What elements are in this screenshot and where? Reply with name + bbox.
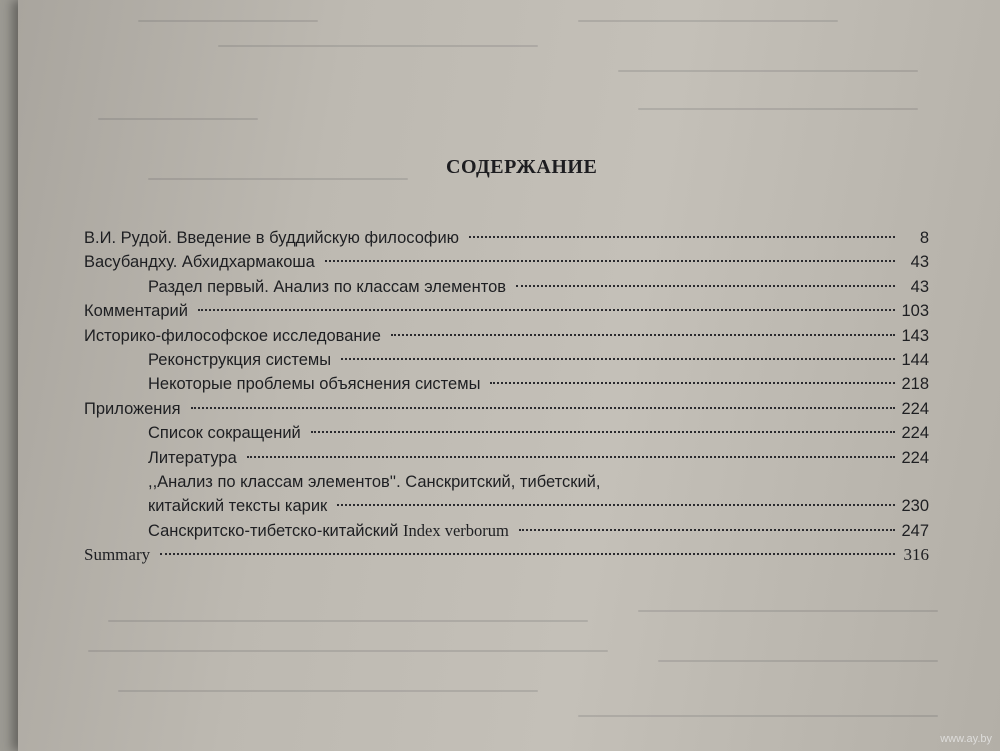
dot-leader bbox=[191, 407, 895, 409]
dot-leader bbox=[325, 260, 895, 262]
toc-entry-title-cyrillic: Санскритско-тибетско-китайский bbox=[148, 521, 404, 540]
toc-entry bbox=[84, 397, 929, 421]
dot-leader bbox=[490, 382, 895, 384]
bleed-through-text bbox=[148, 178, 408, 180]
table-of-contents bbox=[84, 226, 929, 567]
bleed-through-text bbox=[618, 70, 918, 72]
toc-entry-title: Историко-философское исследование bbox=[84, 326, 381, 345]
toc-entry bbox=[84, 543, 929, 567]
toc-entry-title: Summary bbox=[84, 545, 151, 565]
toc-entry-title: китайский тексты карик bbox=[148, 497, 328, 516]
watermark: www.ay.by bbox=[940, 733, 992, 745]
toc-page-number: 224 bbox=[901, 399, 929, 418]
toc-entry-title: Комментарий bbox=[84, 302, 188, 321]
dot-leader bbox=[469, 236, 895, 238]
toc-page-number: 316 bbox=[903, 545, 929, 565]
dot-leader bbox=[519, 529, 895, 531]
bleed-through-text bbox=[218, 45, 538, 47]
dot-leader bbox=[247, 456, 895, 458]
toc-entry bbox=[84, 470, 929, 494]
bleed-through-text bbox=[578, 20, 838, 22]
toc-entry bbox=[84, 494, 929, 518]
dot-leader bbox=[160, 553, 895, 555]
toc-page-number: 224 bbox=[901, 448, 929, 467]
toc-entry-title: Реконструкция системы bbox=[148, 350, 332, 369]
bleed-through-text bbox=[638, 108, 918, 110]
toc-page-number: 218 bbox=[901, 375, 929, 394]
toc-entry-title: В.И. Рудой. Введение в буддийскую философию bbox=[84, 229, 460, 247]
toc-entry bbox=[84, 324, 929, 348]
toc-page-number: 143 bbox=[901, 326, 929, 345]
toc-page-number: 43 bbox=[910, 277, 929, 296]
toc-entry bbox=[84, 519, 929, 543]
toc-entry bbox=[84, 275, 929, 299]
bleed-through-text bbox=[108, 620, 588, 622]
toc-entry bbox=[84, 226, 929, 250]
toc-entry bbox=[84, 299, 929, 323]
bleed-through-text bbox=[88, 650, 608, 652]
toc-entry-title-latin: Index verborum bbox=[403, 520, 509, 540]
toc-page-number: 247 bbox=[901, 521, 929, 540]
toc-entry-title: Некоторые проблемы объяснения системы bbox=[148, 375, 481, 394]
toc-entry bbox=[84, 446, 929, 470]
bleed-through-text bbox=[138, 20, 318, 22]
bleed-through-text bbox=[658, 660, 938, 662]
dot-leader bbox=[391, 334, 895, 336]
toc-entry-title: Приложения bbox=[84, 399, 181, 418]
toc-entry-title: Васубандху. Абхидхармакоша bbox=[84, 253, 315, 272]
bleed-through-text bbox=[638, 610, 938, 612]
toc-page-number: 103 bbox=[901, 302, 929, 321]
dot-leader bbox=[516, 285, 895, 287]
bleed-through-text bbox=[118, 690, 538, 692]
toc-entry-title: Список сокращений bbox=[148, 424, 301, 443]
toc-page-number: 224 bbox=[901, 424, 929, 443]
dot-leader bbox=[198, 309, 895, 311]
dot-leader bbox=[337, 504, 895, 506]
toc-entry-title: Литература bbox=[148, 448, 237, 467]
toc-entry bbox=[84, 421, 929, 445]
dot-leader bbox=[341, 358, 895, 360]
toc-page-number: 8 bbox=[919, 229, 929, 247]
toc-entry-title bbox=[148, 519, 509, 543]
toc-entry bbox=[84, 372, 929, 396]
toc-page-number: 144 bbox=[901, 350, 929, 369]
toc-entry-title: Раздел первый. Анализ по классам элементов bbox=[148, 277, 507, 296]
bleed-through-text bbox=[98, 118, 258, 120]
toc-entry-title: ,,Анализ по классам элементов''. Санскритский, тибетский, bbox=[148, 472, 601, 491]
toc-entry bbox=[84, 250, 929, 274]
dot-leader bbox=[311, 431, 895, 433]
toc-entry bbox=[84, 348, 929, 372]
bleed-through-text bbox=[578, 715, 938, 717]
toc-page-number: 43 bbox=[910, 253, 929, 272]
toc-heading: СОДЕРЖАНИЕ bbox=[446, 156, 598, 178]
book-page bbox=[18, 0, 1000, 751]
toc-page-number: 230 bbox=[901, 497, 929, 516]
